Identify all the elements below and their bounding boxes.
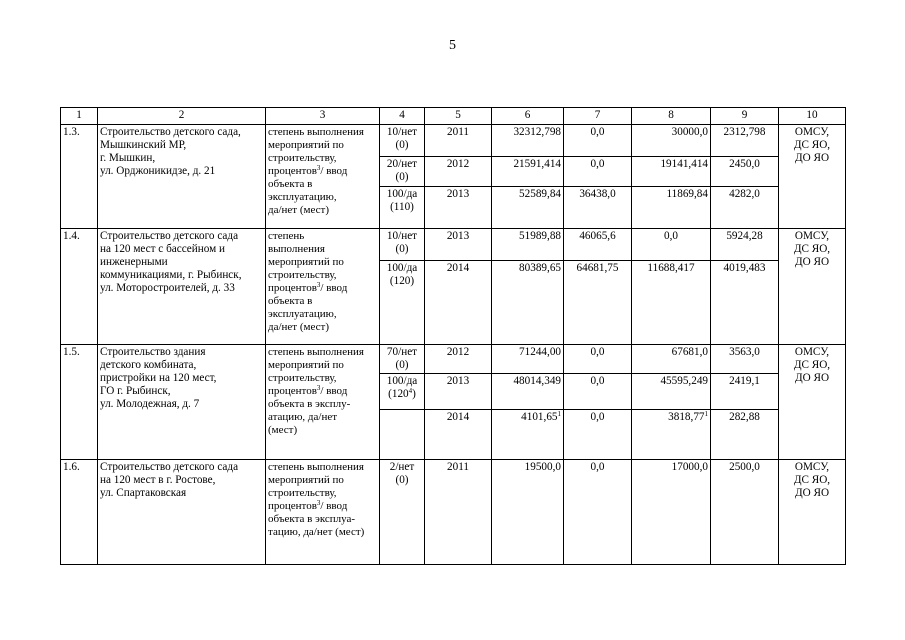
target-value: 20/нет (0) — [380, 157, 425, 187]
year: 2014 — [425, 410, 492, 460]
object-name: Строительство детского сада на 120 мест с бассейном и инженерными коммуникациями, г. Рыбинск, ул. Моторостроителей, д. 33 — [98, 229, 266, 345]
target-value: 2/нет (0) — [380, 460, 425, 565]
total-amount: 19500,0 — [492, 460, 564, 565]
executor: ОМСУ, ДС ЯО, ДО ЯО — [779, 125, 846, 229]
amount-col9: 2450,0 — [711, 157, 779, 187]
row-number: 1.6. — [61, 460, 98, 565]
header-row — [61, 108, 846, 125]
row-number: 1.3. — [61, 125, 98, 229]
indicator-text: степень выполнения мероприятий по строительству, процентов$^3$/ ввод объекта в эксплу- атацию, да/нет (мест) — [266, 345, 380, 460]
amount-col9: 2312,798 — [711, 125, 779, 157]
object-name: Строительство здания детского комбината, пристройки на 120 мест, ГО г. Рыбинск, ул. Молодежная, д. 7 — [98, 345, 266, 460]
amount-col7: 64681,75 — [564, 261, 632, 345]
amount-col8: 19141,414 — [632, 157, 711, 187]
amount-col7: 0,0 — [564, 345, 632, 374]
amount-col8: 11869,84 — [632, 187, 711, 229]
row-number: 1.4. — [61, 229, 98, 345]
amount-col7: 0,0 — [564, 125, 632, 157]
year: 2013 — [425, 229, 492, 261]
total-amount: 48014,349 — [492, 374, 564, 410]
header-cell: 10 — [779, 108, 846, 125]
table-row — [61, 229, 846, 261]
total-amount: 71244,00 — [492, 345, 564, 374]
table-row — [61, 125, 846, 157]
amount-col8: 0,0 — [632, 229, 711, 261]
header-cell: 3 — [266, 108, 380, 125]
header-cell: 7 — [564, 108, 632, 125]
total-amount: 80389,65 — [492, 261, 564, 345]
executor: ОМСУ, ДС ЯО, ДО ЯО — [779, 229, 846, 345]
header-cell: 2 — [98, 108, 266, 125]
total-amount: 21591,414 — [492, 157, 564, 187]
amount-col9: 2419,1 — [711, 374, 779, 410]
year: 2014 — [425, 261, 492, 345]
object-name: Строительство детского сада, Мышкинский МР, г. Мышкин, ул. Орджоникидзе, д. 21 — [98, 125, 266, 229]
year: 2013 — [425, 374, 492, 410]
page-number: 5 — [449, 38, 456, 53]
target-value: 100/да (120) — [380, 261, 425, 345]
header-cell: 6 — [492, 108, 564, 125]
amount-col8: 45595,249 — [632, 374, 711, 410]
object-name: Строительство детского сада на 120 мест в г. Ростове, ул. Спартаковская — [98, 460, 266, 565]
amount-col8: 3818,77$^1$ — [632, 410, 711, 460]
target-value — [380, 410, 425, 460]
table-row — [61, 345, 846, 374]
year: 2011 — [425, 460, 492, 565]
target-value: 10/нет (0) — [380, 125, 425, 157]
target-value: 100/да (110) — [380, 187, 425, 229]
amount-col9: 4019,483 — [711, 261, 779, 345]
amount-col7: 46065,6 — [564, 229, 632, 261]
target-value: 10/нет (0) — [380, 229, 425, 261]
header-cell: 8 — [632, 108, 711, 125]
year: 2011 — [425, 125, 492, 157]
amount-col7: 0,0 — [564, 410, 632, 460]
amount-col8: 30000,0 — [632, 125, 711, 157]
year: 2013 — [425, 187, 492, 229]
amount-col9: 282,88 — [711, 410, 779, 460]
total-amount: 52589,84 — [492, 187, 564, 229]
amount-col8: 11688,417 — [632, 261, 711, 345]
executor: ОМСУ, ДС ЯО, ДО ЯО — [779, 345, 846, 460]
amount-col7: 0,0 — [564, 157, 632, 187]
year: 2012 — [425, 157, 492, 187]
total-amount: 51989,88 — [492, 229, 564, 261]
amount-col9: 5924,28 — [711, 229, 779, 261]
indicator-text: степень выполнения мероприятий по строительству, процентов$^3$/ ввод объекта в эксплуатацию, да/нет (мест) — [266, 229, 380, 345]
amount-col9: 2500,0 — [711, 460, 779, 565]
header-cell: 1 — [61, 108, 98, 125]
total-amount: 4101,65$^1$ — [492, 410, 564, 460]
target-value: 100/да $(120^4)$ — [380, 374, 425, 410]
header-cell: 9 — [711, 108, 779, 125]
header-cell: 4 — [380, 108, 425, 125]
indicator-text: степень выполнения мероприятий по строительству, процентов$^3$/ ввод объекта в эксплуатацию, да/нет (мест) — [266, 125, 380, 229]
executor: ОМСУ, ДС ЯО, ДО ЯО — [779, 460, 846, 565]
amount-col8: 67681,0 — [632, 345, 711, 374]
amount-col7: 0,0 — [564, 374, 632, 410]
program-table — [60, 107, 846, 565]
row-number: 1.5. — [61, 345, 98, 460]
amount-col7: 36438,0 — [564, 187, 632, 229]
amount-col7: 0,0 — [564, 460, 632, 565]
amount-col8: 17000,0 — [632, 460, 711, 565]
year: 2012 — [425, 345, 492, 374]
amount-col9: 4282,0 — [711, 187, 779, 229]
table-row — [61, 460, 846, 565]
header-cell: 5 — [425, 108, 492, 125]
indicator-text: степень выполнения мероприятий по строительству, процентов$^3$/ ввод объекта в эксплуа- тацию, да/нет (мест) — [266, 460, 380, 565]
amount-col9: 3563,0 — [711, 345, 779, 374]
target-value: 70/нет (0) — [380, 345, 425, 374]
total-amount: 32312,798 — [492, 125, 564, 157]
